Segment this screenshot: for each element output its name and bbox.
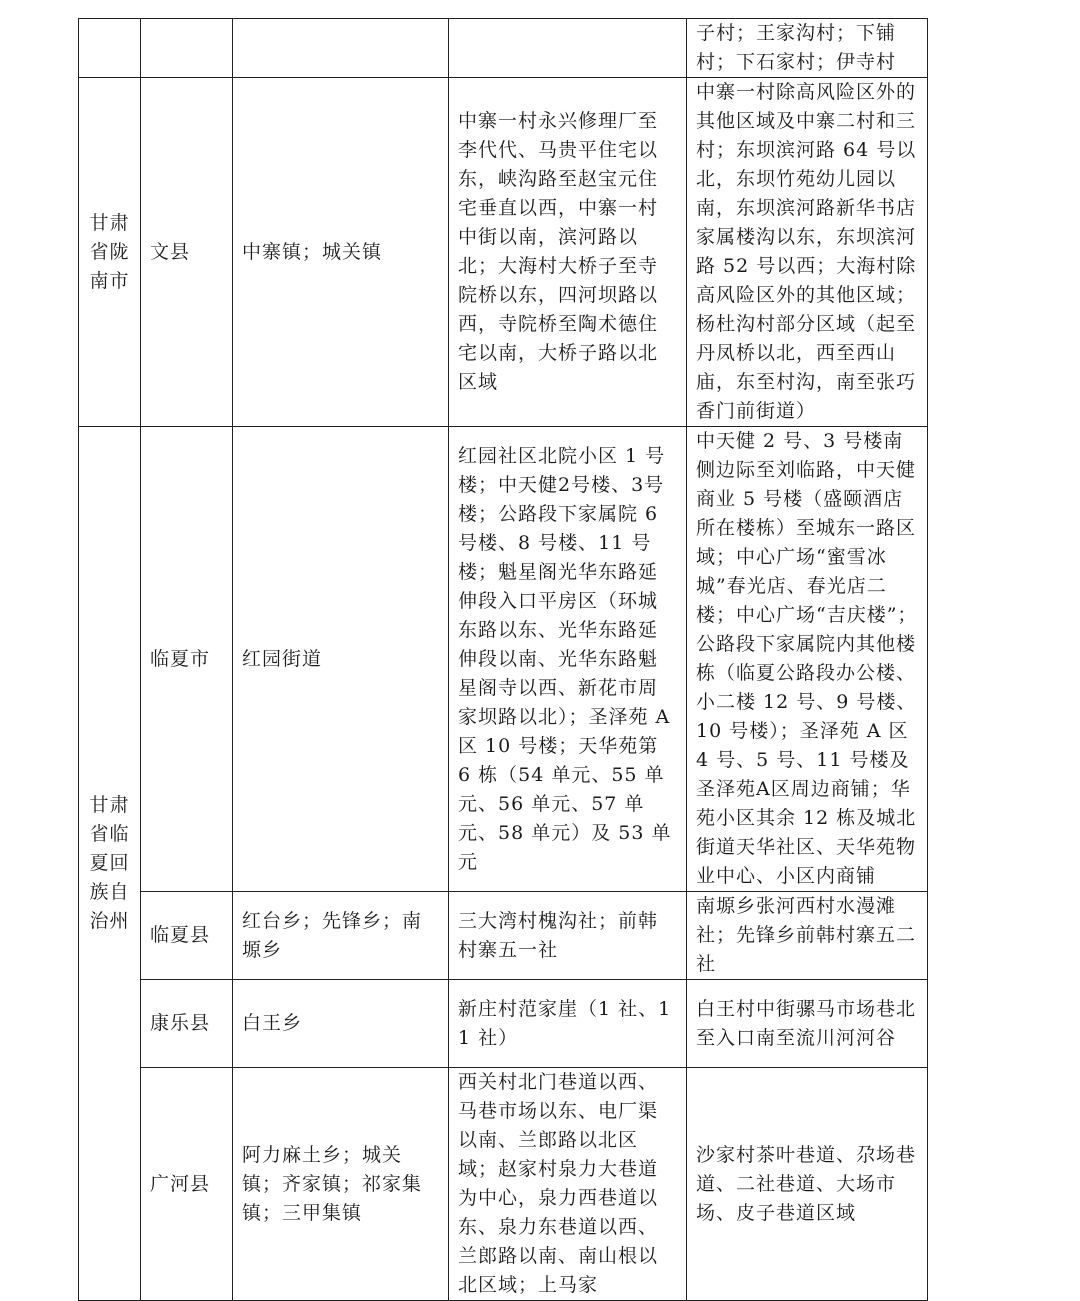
medium-risk-cell: 白王村中街骡马市场巷北至入口南至流川河河谷: [687, 980, 928, 1068]
county-cell: 临夏县: [141, 892, 233, 980]
risk-area-table: [78, 18, 928, 1301]
high-risk-cell: 新庄村范家崖（1 社、11 社）: [449, 980, 687, 1068]
medium-risk-cell: 中寨一村除高风险区外的其他区域及中寨二村和三村；东坝滨河路 64 号以北，东坝竹苑幼儿园以南，东坝滨河路新华书店家属楼沟以东，东坝滨河路 52 号以西；大海村除高风险区外的其他区域；杨杜沟村部分区域（起至丹凤桥以北，西至西山庙，东至村沟，南至张巧香门前街道）: [687, 78, 928, 427]
table-row: [79, 980, 928, 1068]
towns-cell: 红台乡；先锋乡；南塬乡: [233, 892, 449, 980]
towns-cell: 阿力麻土乡；城关镇；齐家镇；祁家集镇；三甲集镇: [233, 1068, 449, 1301]
medium-risk-cell: 中天健 2 号、3 号楼南侧边际至刘临路，中天健商业 5 号楼（盛颐酒店所在楼栋）至城东一路区域；中心广场“蜜雪冰城”春光店、春光店二楼；中心广场“吉庆楼”；公路段下家属院内其他楼栋（临夏公路段办公楼、小二楼 12 号、9 号楼、10 号楼）；圣泽苑 A 区 4 号、5 号、11 号楼及圣泽苑A区周边商铺；华苑小区其余 12 栋及城北街道天华社区、天华苑物业中心、小区内商铺: [687, 427, 928, 892]
province-cell: 甘肃省陇南市: [79, 78, 141, 427]
county-cell: 康乐县: [141, 980, 233, 1068]
table-row: [79, 427, 928, 892]
high-risk-cell: [449, 19, 687, 78]
province-cell: 甘肃省临夏回族自治州: [79, 427, 141, 1301]
towns-cell: 红园街道: [233, 427, 449, 892]
table-row: [79, 19, 928, 78]
table-row: [79, 892, 928, 980]
county-cell: 广河县: [141, 1068, 233, 1301]
table-row: [79, 78, 928, 427]
towns-cell: [233, 19, 449, 78]
high-risk-cell: 三大湾村槐沟社；前韩村寨五一社: [449, 892, 687, 980]
county-cell: 临夏市: [141, 427, 233, 892]
table-row: [79, 1068, 928, 1301]
high-risk-cell: 西关村北门巷道以西、马巷市场以东、电厂渠以南、兰郎路以北区域；赵家村泉力大巷道为中心，泉力西巷道以东、泉力东巷道以西、兰郎路以南、南山根以北区域；上马家: [449, 1068, 687, 1301]
medium-risk-cell: 子村；王家沟村；下铺村；下石家村；伊寺村: [687, 19, 928, 78]
province-cell: [79, 19, 141, 78]
county-cell: 文县: [141, 78, 233, 427]
medium-risk-cell: 南塬乡张河西村水漫滩社；先锋乡前韩村寨五二社: [687, 892, 928, 980]
medium-risk-cell: 沙家村茶叶巷道、尕场巷道、二社巷道、大场市场、皮子巷道区域: [687, 1068, 928, 1301]
towns-cell: 中寨镇；城关镇: [233, 78, 449, 427]
high-risk-cell: 中寨一村永兴修理厂至李代代、马贵平住宅以东，峡沟路至赵宝元住宅垂直以西，中寨一村中街以南，滨河路以北；大海村大桥子至寺院桥以东，四河坝路以西，寺院桥至陶术德住宅以南，大桥子路以北区域: [449, 78, 687, 427]
county-cell: [141, 19, 233, 78]
towns-cell: 白王乡: [233, 980, 449, 1068]
high-risk-cell: 红园社区北院小区 1 号楼；中天健2号楼、3号楼；公路段下家属院 6 号楼、8 号楼、11 号楼；魁星阁光华东路延伸段入口平房区（环城东路以东、光华东路延伸段以南、光华东路魁星阁寺以西、新花市周家坝路以北）；圣泽苑 A 区 10 号楼；天华苑第 6 栋（54 单元、55 单元、56 单元、57 单元、58 单元）及 53 单元: [449, 427, 687, 892]
